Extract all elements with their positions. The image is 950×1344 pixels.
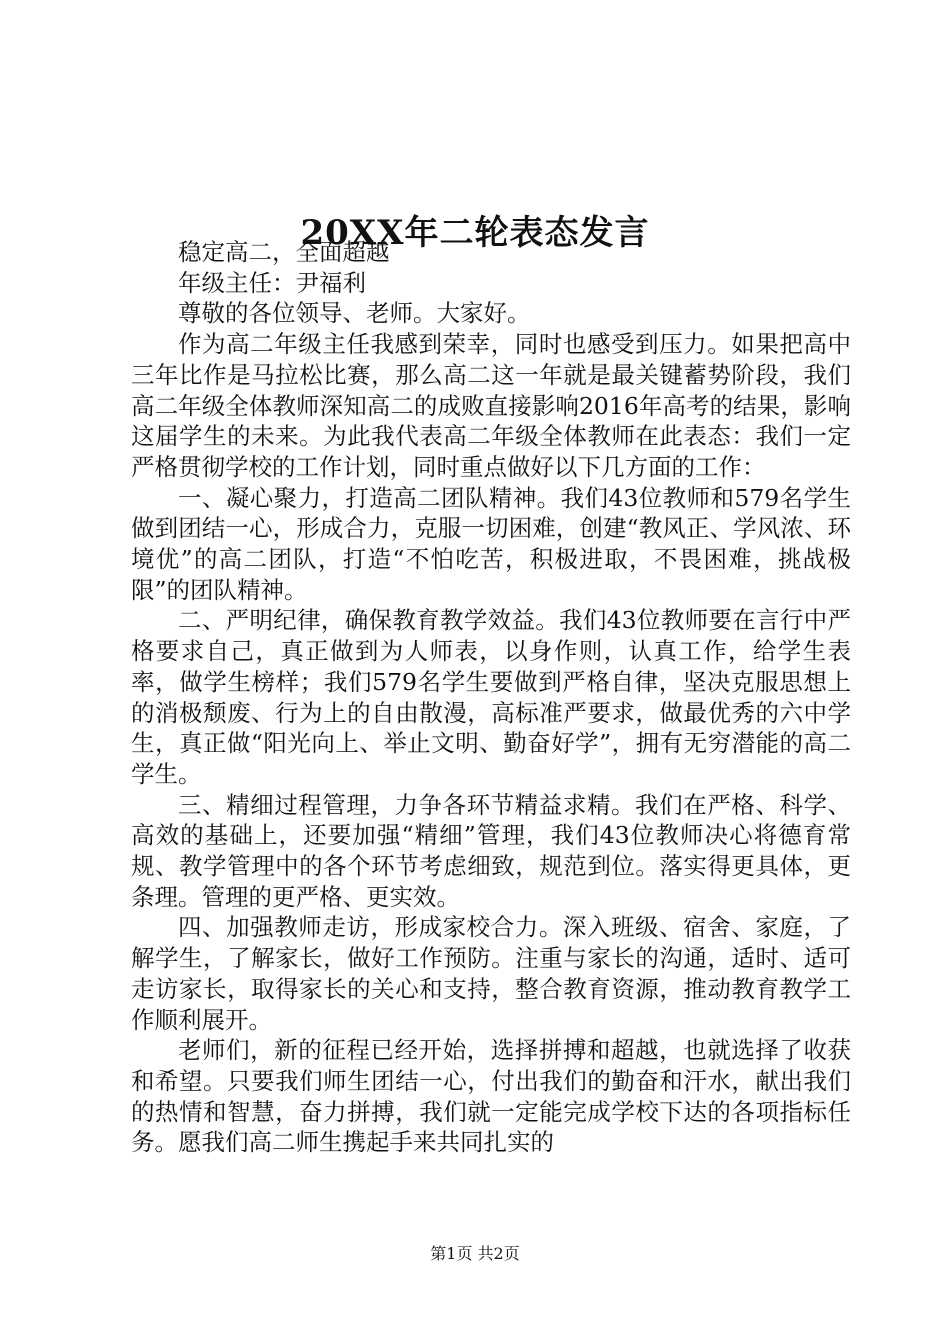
document-title: 20XX年二轮表态发言 bbox=[300, 212, 650, 253]
closing-paragraph: 老师们，新的征程已经开始，选择拼搏和超越，也就选择了收获和希望。只要我们师生团结一心，付出我们的勤奋和汗水，献出我们的热情和智慧，奋力拼搏，我们就一定能完成学校下达的各项指标任务。愿我们高二师生携起手来共同扎实的 bbox=[131, 1036, 851, 1157]
author-paragraph: 年级主任：尹福利 bbox=[178, 268, 366, 297]
point-two-paragraph: 二、严明纪律，确保教育教学效益。我们43位教师要在言行中严格要求自己，真正做到为人师表，以身作则，认真工作，给学生表率，做学生榜样；我们579名学生要做到严格自律，坚决克服思想上的消极颓废、行为上的自由散漫，高标准严要求，做最优秀的六中学生，真正做“阳光向上、举止文明、勤奋好学”，拥有无穷潜能的高二学生。 bbox=[131, 606, 851, 788]
greeting-paragraph: 尊敬的各位领导、老师。大家好。 bbox=[178, 299, 531, 328]
point-three-paragraph: 三、精细过程管理，力争各环节精益求精。我们在严格、科学、高效的基础上，还要加强“精细”管理，我们43位教师决心将德育常规、教学管理中的各个环节考虑细致，规范到位。落实得更具体，更条理。管理的更严格、更实效。 bbox=[131, 790, 851, 911]
intro-paragraph: 作为高二年级主任我感到荣幸，同时也感受到压力。如果把高中三年比作是马拉松比赛，那么高二这一年就是最关键蓄势阶段，我们高二年级全体教师深知高二的成败直接影响2016年高考的结果，影响这届学生的未来。为此我代表高二年级全体教师在此表态：我们一定严格贯彻学校的工作计划，同时重点做好以下几方面的工作： bbox=[131, 330, 851, 481]
subtitle-paragraph: 稳定高二，全面超越 bbox=[178, 238, 390, 266]
page-number-footer: 第1页 共2页 bbox=[430, 1244, 520, 1263]
document-body bbox=[131, 237, 851, 1158]
point-four-paragraph: 四、加强教师走访，形成家校合力。深入班级、宿舍、家庭，了解学生，了解家长，做好工作预防。注重与家长的沟通，适时、适可走访家长，取得家长的关心和支持，整合教育资源，推动教育教学工作顺利展开。 bbox=[131, 913, 851, 1034]
point-one-paragraph: 一、凝心聚力，打造高二团队精神。我们43位教师和579名学生做到团结一心，形成合力，克服一切困难，创建“教风正、学风浓、环境优”的高二团队，打造“不怕吃苦，积极进取，不畏困难，挑战极限”的团队精神。 bbox=[131, 483, 851, 604]
